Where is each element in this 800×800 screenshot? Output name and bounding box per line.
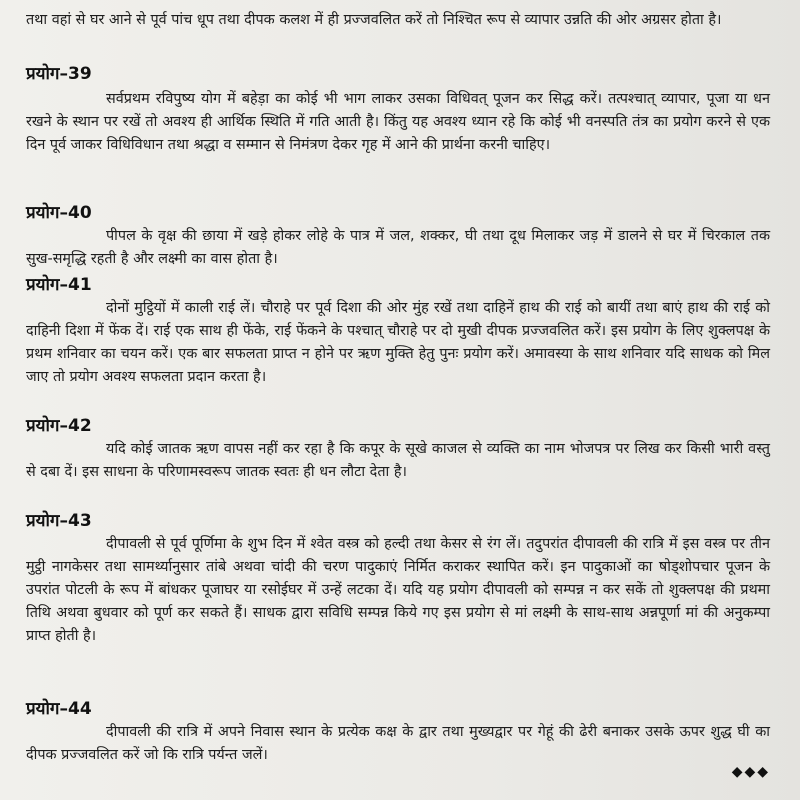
end-diamonds-icon: ◆◆◆ <box>731 764 770 780</box>
section-body-42: यदि कोई जातक ऋण वापस नहीं कर रहा है कि कपूर के सूखे काजल से व्यक्ति का नाम भोजपत्र पर लिख कर किसी भारी वस्तु से दबा दें। इस साधना के परिणामस्वरूप जातक स्वतः ही धन लौटा देता है। <box>26 441 770 480</box>
section-heading-39: प्रयोग–39 <box>26 64 92 84</box>
section-heading-41: प्रयोग–41 <box>26 275 92 295</box>
section-body-44: दीपावली की रात्रि में अपने निवास स्थान के प्रत्येक कक्ष के द्वार तथा मुख्यद्वार पर गेहूं की ढेरी बनाकर उसके ऊपर शुद्ध घी का दीपक प्रज्जवलित करें जो कि रात्रि पर्यन्त जलें। <box>26 724 770 763</box>
intro-text: तथा वहां से घर आने से पूर्व पांच धूप तथा दीपक कलश में ही प्रज्जवलित करें तो निश्चित रूप से व्यापार उन्नति की ओर अग्रसर होता है। <box>26 12 722 28</box>
section-text-39 <box>26 88 770 157</box>
section-heading-42: प्रयोग–42 <box>26 416 92 436</box>
section-heading-43: प्रयोग–43 <box>26 511 92 531</box>
section-heading-40: प्रयोग–40 <box>26 203 92 223</box>
section-body-41: दोनों मुट्ठियों में काली राई लें। चौराहे पर पूर्व दिशा की ओर मुंह रखें तथा दाहिनें हाथ की राई को बायीं तथा बाएं हाथ की राई को दाहिनी दिशा में फेंक दें। राई एक साथ ही फेंके, राई फेंकने के पश्चात् चौराहे पर दो मुखी दीपक प्रज्जवलित करें। इस प्रयोग के लिए शुक्लपक्ष के प्रथम शनिवार का चयन करें। एक बार सफलता प्राप्त न होने पर ऋण मुक्ति हेतु पुनः प्रयोग करें। अमावस्या के साथ शनिवार यदि साधक को मिल जाए तो प्रयोग अवश्य सफलता प्रदान करता है। <box>26 300 770 385</box>
section-text-40 <box>26 225 770 271</box>
section-text-43 <box>26 533 770 648</box>
section-body-39: सर्वप्रथम रविपुष्य योग में बहेड़ा का कोई भी भाग लाकर उसका विधिवत् पूजन कर सिद्ध करें। तत्पश्चात् व्यापार, पूजा या धन रखने के स्थान पर रखें तो अवश्य ही आर्थिक स्थिति में गति आती है। किंतु यह अवश्य ध्यान रहे कि कोई भी वनस्पति तंत्र का प्रयोग करने से एक दिन पूर्व जाकर विधिविधान तथा श्रद्धा व सम्मान से निमंत्रण देकर गृह में आने की प्रार्थना करनी चाहिए। <box>26 91 770 153</box>
section-text-42 <box>26 438 770 484</box>
section-body-43: दीपावली से पूर्व पूर्णिमा के शुभ दिन में श्वेत वस्त्र को हल्दी तथा केसर से रंग लें। तदुपरांत दीपावली की रात्रि में इस वस्त्र पर तीन मुट्ठी नागकेसर तथा सामर्थ्यानुसार तांबे अथवा चांदी की चरण पादुकाएं निर्मित कराकर स्थापित करें। इन पादुकाओं का षोड्शोपचार पूजन के उपरांत पोटली के रूप में बांधकर पूजाघर या रसोईघर में उन्हें लटका दें। यदि यह प्रयोग दीपावली को सम्पन्न न कर सकें तो शुक्लपक्ष की प्रथमा तिथि अथवा बुधवार को पूर्ण कर सकते हैं। साधक द्वारा सविधि सम्पन्न किये गए इस प्रयोग से मां लक्ष्मी के साथ-साथ अन्नपूर्णा मां की अनुकम्पा प्राप्त होती है। <box>26 536 770 644</box>
intro-paragraph <box>26 9 770 32</box>
section-body-40: पीपल के वृक्ष की छाया में खड़े होकर लोहे के पात्र में जल, शक्कर, घी तथा दूध मिलाकर जड़ में डालने से घर में चिरकाल तक सुख-समृद्धि रहती है और लक्ष्मी का वास होता है। <box>26 228 770 267</box>
section-text-44 <box>26 721 770 767</box>
section-heading-44: प्रयोग–44 <box>26 699 92 719</box>
section-text-41 <box>26 297 770 389</box>
